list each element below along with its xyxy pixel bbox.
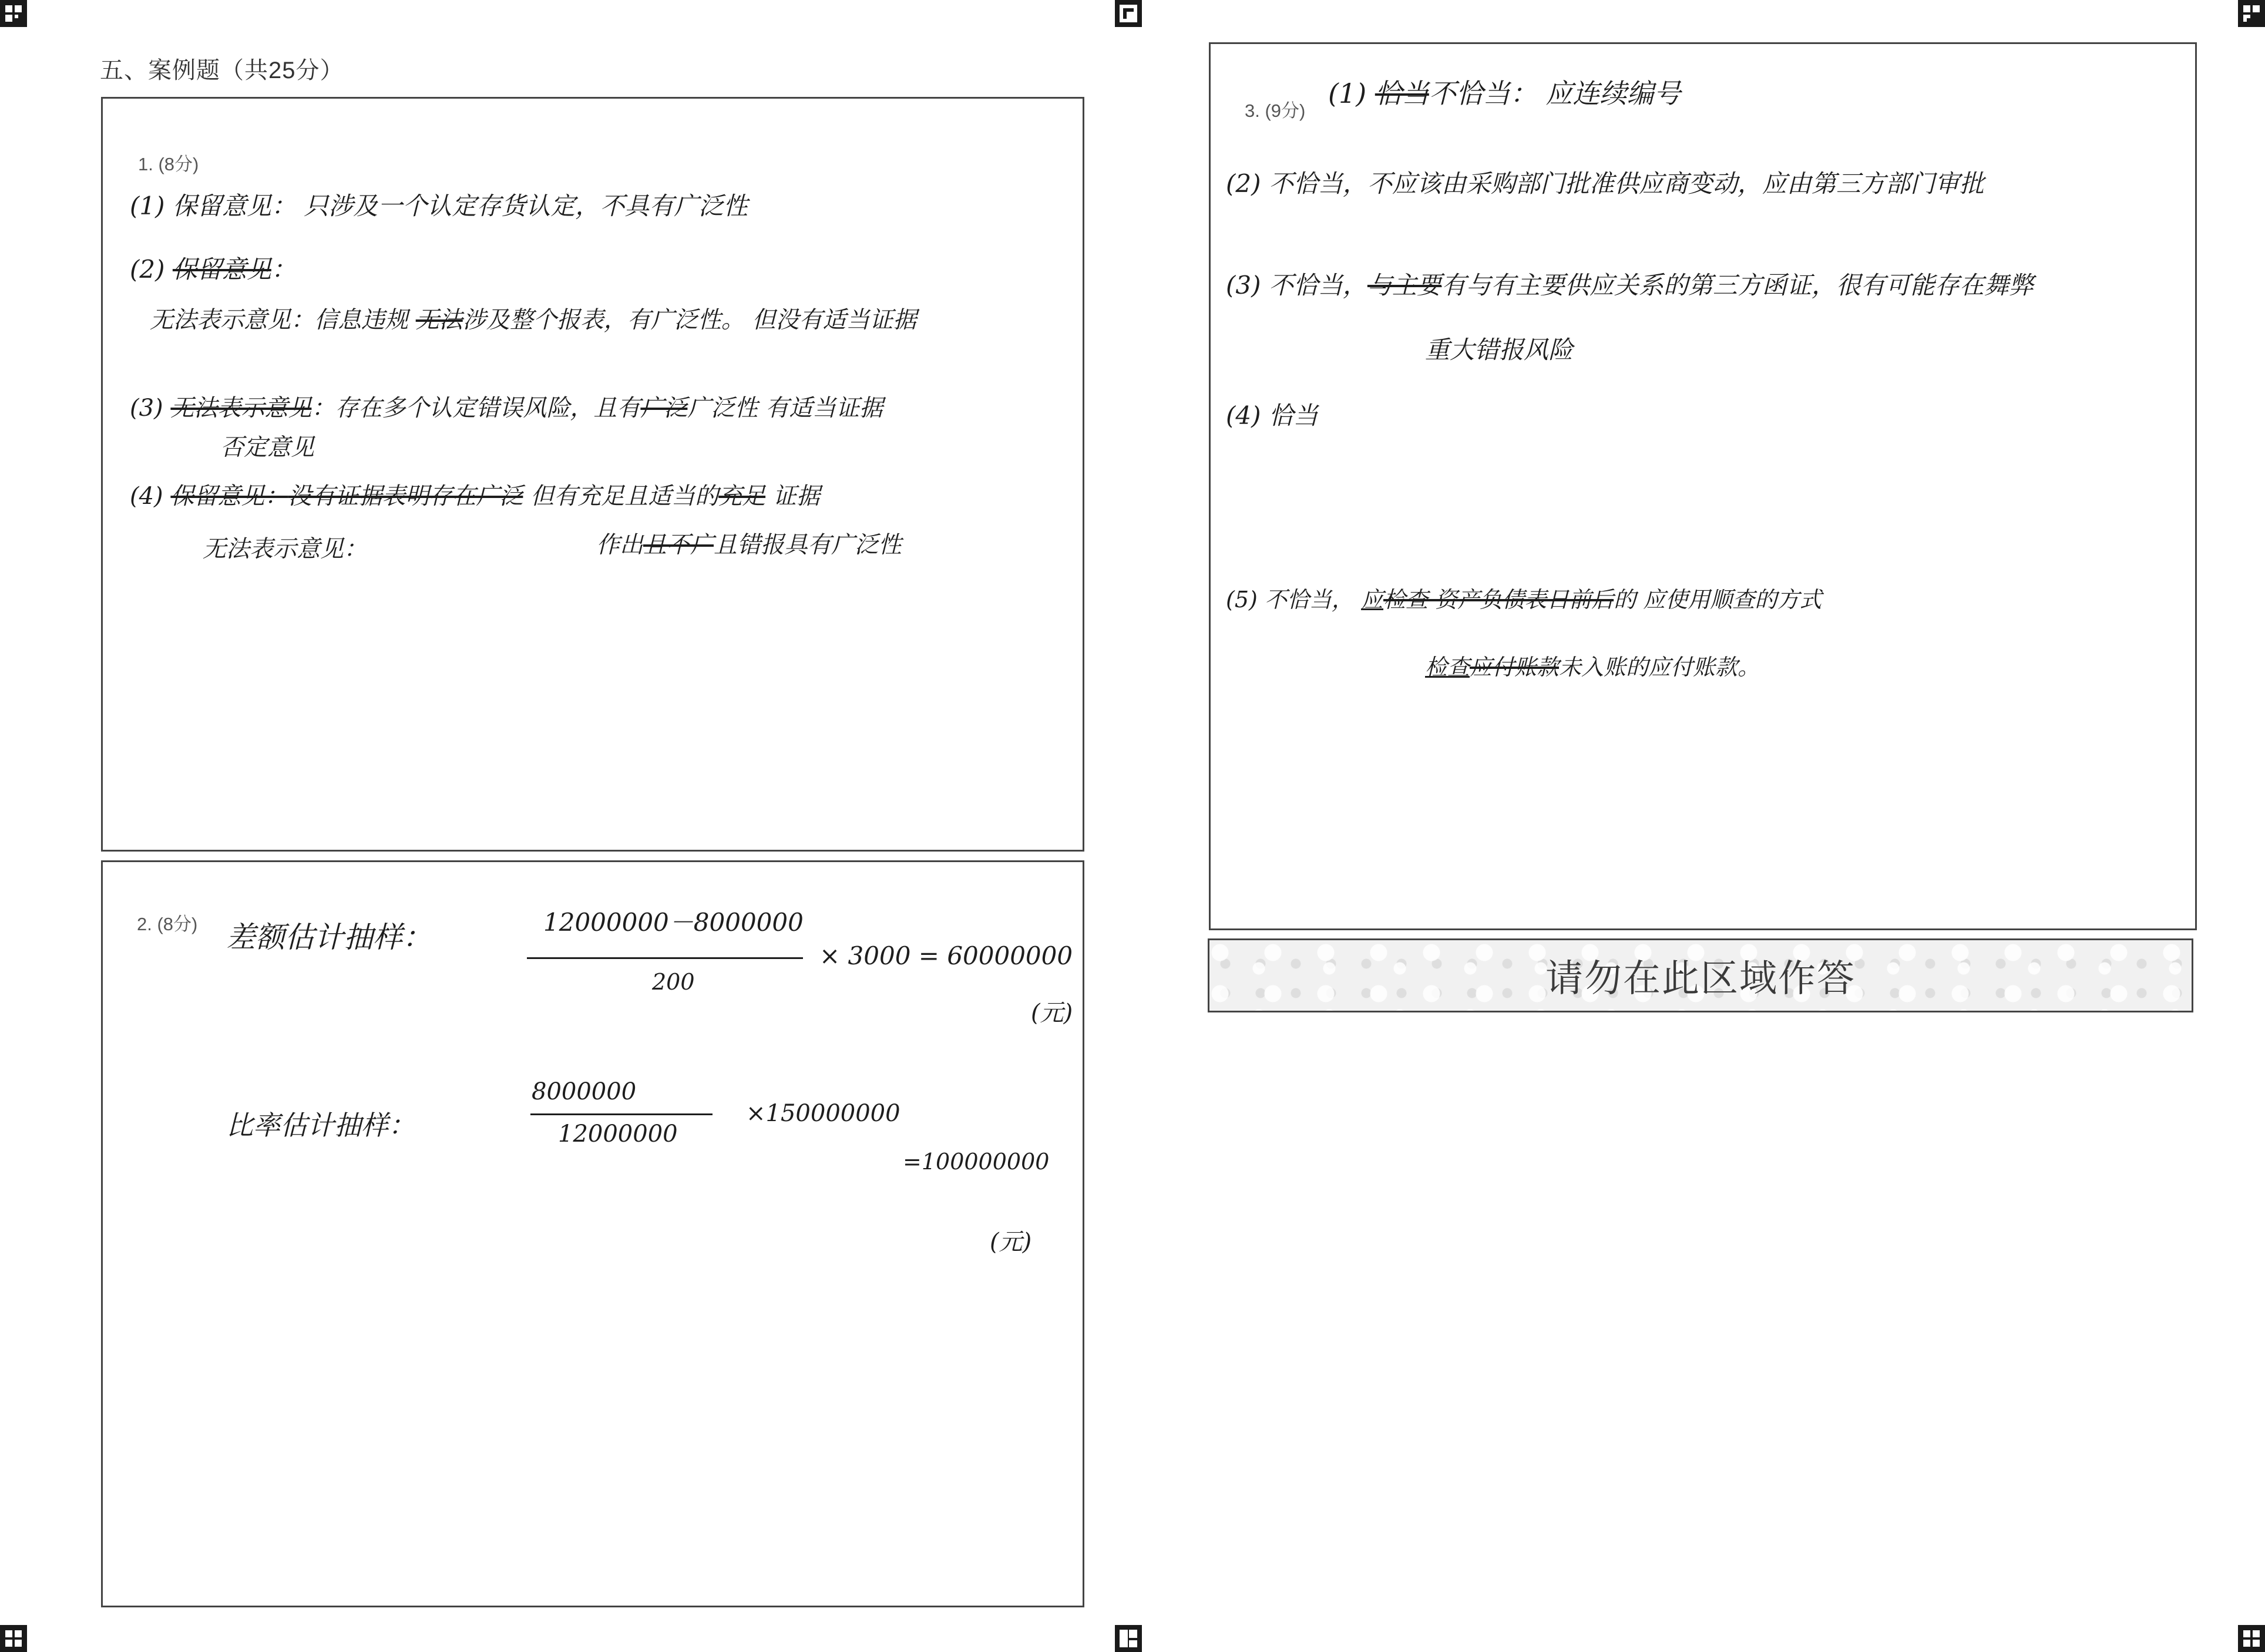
answer-line-q3-3a bbox=[1226, 266, 2034, 301]
item-index: (3) bbox=[130, 395, 163, 422]
fraction-denominator: 12000000 bbox=[558, 1121, 678, 1148]
section-title: 五、案例题（共25分） bbox=[100, 58, 344, 83]
answer-text: 应 bbox=[1361, 587, 1384, 613]
answer-text: 不恰当： 应连续编号 bbox=[1429, 78, 1681, 109]
registration-mark-top-left bbox=[0, 0, 27, 27]
question-number: 3. (9分) bbox=[1245, 100, 1306, 121]
difference-estimation-label: 差额估计抽样： bbox=[226, 920, 432, 954]
answer-box-q1 bbox=[101, 97, 1084, 852]
answer-text: 但有充足且适当的 bbox=[530, 483, 719, 510]
struck-text: 应付账款 bbox=[1470, 654, 1560, 680]
fraction-bar bbox=[527, 957, 803, 959]
answer-text: 广泛性 有适当证据 bbox=[687, 395, 883, 422]
item-index: (2) bbox=[1226, 169, 1261, 198]
registration-mark-bottom-left bbox=[0, 1625, 27, 1652]
struck-text: 无法 bbox=[415, 307, 463, 334]
struck-text: 无法表示意见 bbox=[170, 395, 312, 422]
struck-text: 广泛 bbox=[640, 395, 688, 422]
answer-text: 有与有主要供应关系的第三方函证，很有可能存在舞弊 bbox=[1441, 271, 2034, 300]
answer-text: 不恰当，不应该由采购部门批准供应商变动，应由第三方部门审批 bbox=[1268, 169, 1984, 198]
registration-mark-bottom-center bbox=[1115, 1625, 1142, 1652]
answer-line-q3-3b: 重大错报风险 bbox=[1425, 335, 1574, 364]
answer-text: 未入账的应付账款。 bbox=[1559, 654, 1760, 680]
fraction-bar bbox=[530, 1113, 713, 1115]
answer-line-q1-4a bbox=[130, 477, 820, 511]
unit-label: (元) bbox=[1031, 1000, 1073, 1027]
fraction-denominator: 200 bbox=[652, 969, 695, 995]
answer-text: 保留意见： 只涉及一个认定存货认定，不具有广泛性 bbox=[172, 191, 748, 220]
answer-line-q3-1 bbox=[1328, 72, 1681, 111]
answer-text: 恰当 bbox=[1268, 401, 1318, 430]
registration-mark-top-center bbox=[1115, 0, 1142, 27]
answer-line-q1-2a bbox=[130, 250, 296, 285]
struck-text: 且不广 bbox=[643, 531, 714, 558]
ratio-estimation-label: 比率估计抽样： bbox=[226, 1109, 415, 1141]
answer-box-q2 bbox=[101, 860, 1084, 1607]
answer-text: 证据 bbox=[772, 483, 820, 510]
fraction-numerator: 8000000 bbox=[532, 1078, 637, 1105]
item-index: (1) bbox=[130, 191, 165, 220]
item-index: (3) bbox=[1226, 271, 1261, 300]
struck-text: 保留意见： bbox=[170, 483, 288, 510]
struck-text: 与主要 bbox=[1367, 271, 1441, 300]
item-index: (1) bbox=[1328, 78, 1367, 109]
answer-text: 无法表示意见：信息违规 bbox=[150, 307, 408, 334]
answer-text: 不恰当， bbox=[1268, 271, 1367, 300]
answer-text: 且错报具有广泛性 bbox=[714, 531, 902, 558]
answer-line-q1-2b bbox=[150, 301, 916, 335]
answer-text: 涉及整个报表，有广泛性。 但没有适当证据 bbox=[462, 307, 917, 334]
answer-text: ： bbox=[271, 255, 296, 284]
formula-result: × 3000 = 60000000 bbox=[819, 941, 1073, 970]
formula-result: =100000000 bbox=[903, 1149, 1050, 1175]
question-number: 2. (8分) bbox=[137, 914, 198, 934]
answer-line-q3-5b bbox=[1425, 649, 1760, 681]
no-answer-zone bbox=[1208, 938, 2193, 1012]
struck-text: 恰当 bbox=[1375, 78, 1429, 109]
answer-text: 作出 bbox=[596, 531, 643, 558]
fraction-numerator: 12000000－8000000 bbox=[543, 908, 804, 937]
answer-line-q1-3b: 否定意见 bbox=[220, 434, 314, 461]
item-index: (4) bbox=[130, 483, 163, 510]
answer-line-q3-2 bbox=[1226, 164, 1984, 200]
question-number: 1. (8分) bbox=[138, 154, 199, 174]
struck-text: 没有证据表明存在广泛 bbox=[288, 483, 523, 510]
struck-text: 充足 bbox=[718, 483, 766, 510]
unit-label: (元) bbox=[990, 1229, 1032, 1256]
answer-line-q1-3a bbox=[130, 389, 883, 423]
answer-text: ：存在多个认定错误风险，且有 bbox=[311, 395, 641, 422]
answer-line-q1-4b: 无法表示意见： bbox=[203, 536, 367, 563]
answer-text: 不恰当， bbox=[1264, 587, 1354, 613]
item-index: (5) bbox=[1226, 587, 1258, 613]
answer-box-q3 bbox=[1209, 42, 2197, 930]
struck-text: 检查 资产负债表日前后 bbox=[1383, 587, 1614, 613]
struck-text: 保留意见 bbox=[172, 255, 271, 284]
registration-mark-top-right bbox=[2238, 0, 2265, 27]
item-index: (4) bbox=[1226, 401, 1261, 430]
answer-text: 检查 bbox=[1425, 654, 1470, 680]
answer-line-q1-1 bbox=[130, 187, 748, 222]
formula-multiplier: ×150000000 bbox=[746, 1100, 900, 1127]
no-answer-notice: 请勿在此区域作答 bbox=[1545, 957, 1856, 1000]
answer-line-q3-5a bbox=[1226, 581, 1822, 614]
answer-line-q1-4c bbox=[596, 526, 902, 560]
item-index: (2) bbox=[130, 255, 165, 284]
answer-text: 的 应使用顺查的方式 bbox=[1614, 587, 1822, 613]
answer-line-q3-4 bbox=[1226, 396, 1318, 432]
registration-mark-bottom-right bbox=[2238, 1625, 2265, 1652]
